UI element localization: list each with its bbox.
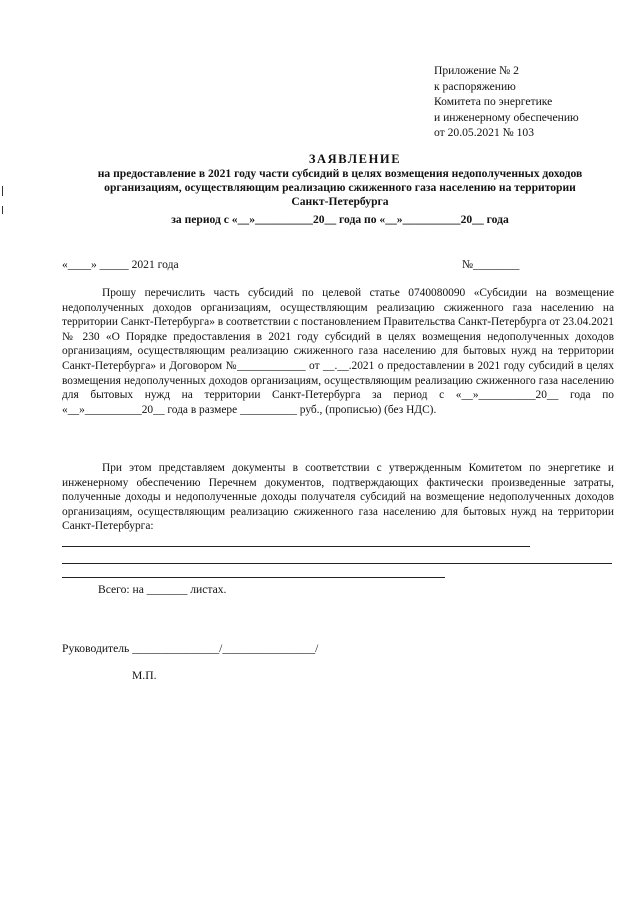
- fill-in-line: [62, 577, 445, 578]
- document-subtitle-line: Санкт-Петербурга: [291, 195, 389, 209]
- signature-line: Руководитель _______________/________________/: [62, 642, 319, 655]
- total-sheets: Всего: на _______ листах.: [98, 583, 227, 596]
- document-title: ЗАЯВЛЕНИЕ: [308, 152, 402, 166]
- document-header: [60, 152, 620, 228]
- documents-paragraph: При этом представляем документы в соответствии с утвержденным Комитетом по энергетике и инженерному обеспечению Перечнем документов, подтверждающих фактически произведенные затраты, полученные доходы и недополученные доходы получателя субсидий на возмещение недополученных доходов организациям, осуществляющим реализацию сжиженного газа населению для бытовых нужд на территории Санкт-Петербурга:: [62, 462, 614, 533]
- application-date: «____» _____ 2021 года: [62, 258, 179, 271]
- request-paragraph: Прошу перечислить часть субсидий по целевой статье 0740080090 «Субсидии на возмещение недополученных доходов организациям, осуществляющим реализацию сжиженного газа населению на территории Санкт-Петербурга» в соответствии с постановлением Правительства Санкт-Петербурга от 23.04.2021 № 230 «О Порядке предоставления в 2021 году субсидий в целях возмещения недополученных доходов организациям, осуществляющим реализацию сжиженного газа населению для бытовых нужд на территории Санкт-Петербурга» и Договором №____________ от __.__.2021 о предоставлении в 2021 году субсидий в целях возмещения недополученных доходов организациям, осуществляющим реализацию сжиженного газа населению для бытовых нужд на территории Санкт-Петербурга за период с «__»__________20__ года по «__»__________20__ года в размере __________ руб., (прописью) (без НДС).: [62, 287, 614, 416]
- appendix-line: к распоряжению: [434, 79, 516, 93]
- document-subtitle-line: организациям, осуществляющим реализацию сжиженного газа населению на территории: [104, 181, 576, 195]
- fill-in-line: [62, 563, 612, 564]
- appendix-line: Комитета по энергетике: [434, 95, 553, 109]
- appendix-line: и инженерному обеспечению: [434, 110, 579, 124]
- appendix-block: [434, 63, 579, 141]
- scan-edge-mark: [2, 206, 3, 214]
- application-number: №________: [462, 258, 520, 271]
- appendix-line: от 20.05.2021 № 103: [434, 126, 535, 140]
- fill-in-line: [62, 546, 530, 547]
- appendix-line: Приложение № 2: [434, 64, 519, 77]
- document-subtitle-line: на предоставление в 2021 году части субсидий в целях возмещения недополученных доходов: [97, 167, 583, 180]
- scan-edge-mark: [2, 186, 3, 196]
- period-line: за период с «__»__________20__ года по «__»__________20__ года: [171, 212, 509, 226]
- stamp-place: М.П.: [132, 669, 157, 682]
